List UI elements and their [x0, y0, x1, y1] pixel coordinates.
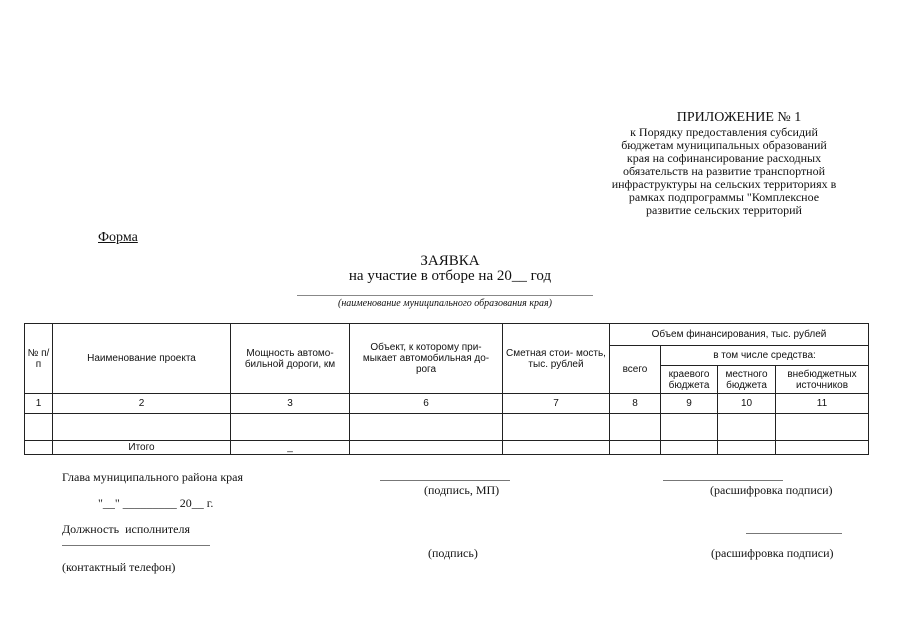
- appendix-block: [598, 110, 850, 217]
- table-cell[interactable]: [350, 414, 503, 441]
- header-regional: краевого бюджета: [661, 366, 718, 394]
- table-cell[interactable]: [661, 441, 718, 455]
- column-number: 6: [350, 394, 503, 414]
- total-row: [25, 441, 869, 455]
- column-number: 10: [718, 394, 776, 414]
- appendix-line: к Порядку предоставления субсидий: [630, 125, 818, 139]
- table-cell[interactable]: [776, 441, 869, 455]
- table-cell[interactable]: [231, 414, 350, 441]
- column-number: 2: [53, 394, 231, 414]
- column-number: 7: [503, 394, 610, 414]
- signature-line: [380, 480, 510, 481]
- title-main: ЗАЯВКА: [420, 253, 480, 269]
- header-including: в том числе средства:: [661, 346, 869, 366]
- header-num: № п/п: [25, 324, 53, 394]
- decode-caption: (расшифровка подписи): [710, 483, 833, 497]
- column-number-row: [25, 394, 869, 414]
- appendix-line: рамках подпрограммы "Комплексное: [628, 190, 820, 204]
- appendix-heading: ПРИЛОЖЕНИЕ № 1: [676, 110, 802, 125]
- table-cell[interactable]: [661, 414, 718, 441]
- document-title: [300, 254, 600, 284]
- total-capacity: _: [231, 441, 350, 455]
- executor-line: [62, 545, 210, 546]
- table-row: [25, 414, 869, 441]
- column-number: 1: [25, 394, 53, 414]
- header-local: местного бюджета: [718, 366, 776, 394]
- table-cell[interactable]: [503, 441, 610, 455]
- form-label: Форма: [98, 230, 138, 245]
- executor-position: Должность исполнителя: [62, 522, 190, 536]
- title-sub: на участие в отборе на 20__ год: [348, 268, 552, 284]
- appendix-line: обязательств на развитие транспортной: [622, 164, 826, 178]
- column-number: 3: [231, 394, 350, 414]
- decode-line: [663, 480, 783, 481]
- header-funding: Объем финансирования, тыс. рублей: [610, 324, 869, 346]
- municipality-line: [297, 295, 593, 296]
- header-total: всего: [610, 346, 661, 394]
- signature-mp-caption: (подпись, МП): [424, 483, 500, 497]
- table-cell[interactable]: [776, 414, 869, 441]
- table-cell[interactable]: [503, 414, 610, 441]
- appendix-line: инфраструктуры на сельских территориях в: [611, 177, 837, 191]
- table-cell: [25, 441, 53, 455]
- table-cell[interactable]: [25, 414, 53, 441]
- header-cost: Сметная стои- мость, тыс. рублей: [503, 324, 610, 394]
- appendix-line: развитие сельских территорий: [646, 203, 802, 217]
- decode-caption-2: (расшифровка подписи): [711, 546, 834, 560]
- head-label: Глава муниципального района края: [62, 470, 243, 484]
- phone-caption: (контактный телефон): [62, 560, 176, 574]
- appendix-line: бюджетам муниципальных образований: [621, 138, 827, 152]
- application-table: [24, 323, 869, 455]
- header-project: Наименование проекта: [53, 324, 231, 394]
- column-number: 9: [661, 394, 718, 414]
- municipality-caption: (наименование муниципального образования края): [337, 298, 552, 309]
- appendix-line: края на софинансирование расходных: [626, 151, 822, 165]
- date-field: "__" _________ 20__ г.: [98, 496, 214, 510]
- table-cell[interactable]: [610, 441, 661, 455]
- header-extrabudget: внебюджетных источников: [776, 366, 869, 394]
- decode-line-2: [746, 533, 842, 534]
- table-cell[interactable]: [53, 414, 231, 441]
- column-number: 8: [610, 394, 661, 414]
- table-cell[interactable]: [718, 441, 776, 455]
- header-capacity: Мощность автомо- бильной дороги, км: [231, 324, 350, 394]
- table-cell[interactable]: [718, 414, 776, 441]
- signature-caption: (подпись): [428, 546, 478, 560]
- total-label: Итого: [53, 441, 231, 455]
- table-cell[interactable]: [610, 414, 661, 441]
- table-cell[interactable]: [350, 441, 503, 455]
- header-object: Объект, к которому при- мыкает автомобильная до- рога: [350, 324, 503, 394]
- column-number: 11: [776, 394, 869, 414]
